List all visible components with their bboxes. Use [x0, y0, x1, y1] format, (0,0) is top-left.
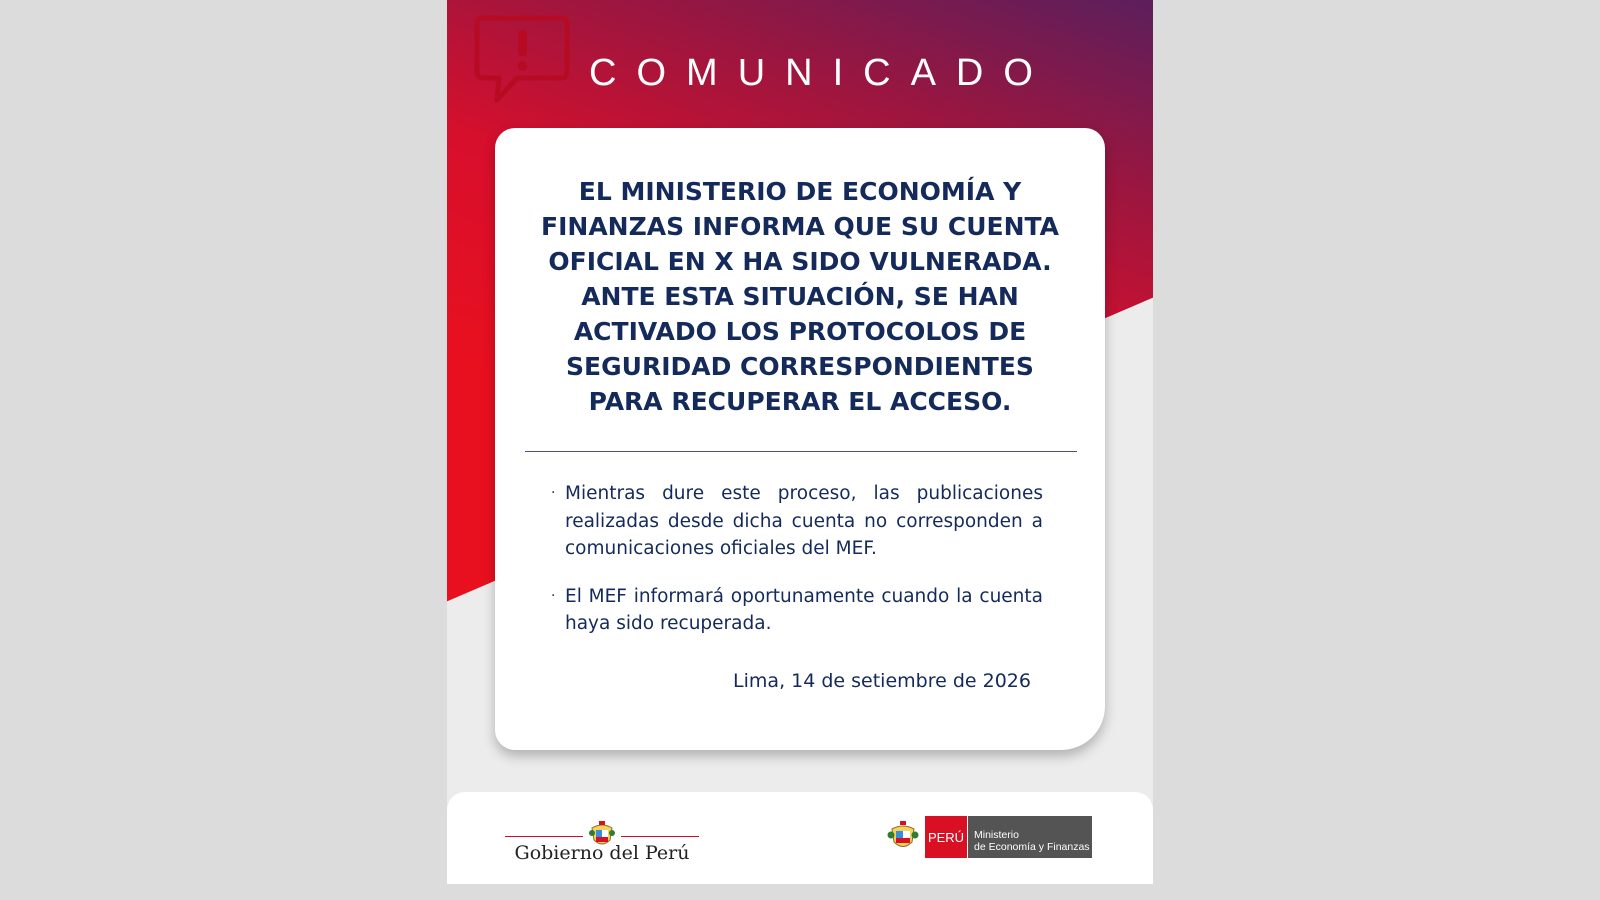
peru-label: PERÚ [925, 816, 967, 858]
divider [525, 451, 1077, 452]
bullet-marker: · [551, 587, 556, 604]
bullet-list [551, 480, 1043, 658]
ministry-line-1: Ministerio [974, 829, 1019, 841]
date-line: Lima, 14 de setiembre de 2026 [733, 670, 1031, 692]
logo-rule-left [505, 836, 583, 837]
gobierno-text: Gobierno del Perú [514, 842, 690, 864]
headline-text: EL MINISTERIO DE ECONOMÍA Y FINANZAS INFORMA QUE SU CUENTA OFICIAL EN X HA SIDO VULNERADA. ANTE ESTA SITUACIÓN, SE HAN ACTIVADO LOS PROTOCOLOS DE SEGURIDAD CORRESPONDIENTES PARA RECUPERAR EL ACCESO. [541, 177, 1059, 416]
announcement-poster [447, 0, 1153, 884]
ministry-name [968, 816, 1092, 858]
mef-logo [887, 816, 1097, 858]
ministry-line-2: de Economía y Finanzas [974, 841, 1090, 853]
bullet-marker: · [551, 485, 556, 501]
logo-rule-right [621, 836, 699, 837]
message-card [495, 128, 1105, 750]
list-item [551, 583, 1043, 638]
footer [447, 792, 1153, 884]
gobierno-logo [505, 814, 699, 870]
bullet-text: El MEF informará oportunamente cuando la cuenta haya sido recuperada. [565, 585, 1043, 634]
page-title: COMUNICADO [589, 52, 1053, 94]
coat-of-arms-icon [887, 820, 919, 854]
list-item [551, 480, 1043, 563]
bullet-text: Mientras dure este proceso, las publicaciones realizadas desde dicha cuenta no corresponden a comunicaciones oficiales del MEF. [565, 483, 1043, 559]
